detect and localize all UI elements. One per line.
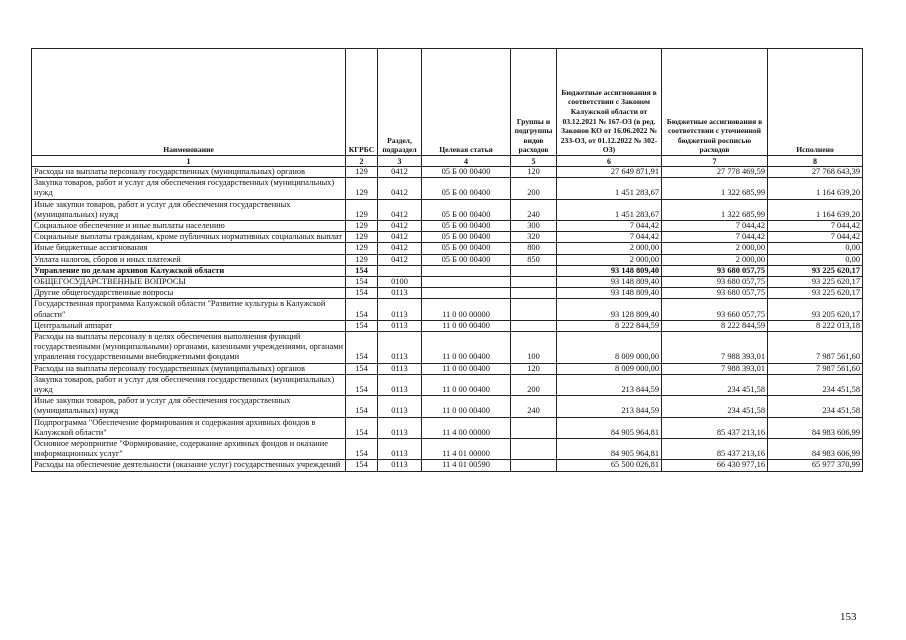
table-row: [32, 243, 863, 254]
row-target: 11 4 00 00000: [422, 417, 511, 438]
row-target: 05 Б 00 00400: [422, 243, 511, 254]
row-name: Подпрограмма "Обеспечение формирования и содержания архивных фондов в Калужской области": [32, 417, 346, 438]
row-section: 0113: [378, 460, 422, 471]
row-target: [422, 277, 511, 288]
row-group: [511, 417, 557, 438]
column-number: 2: [346, 156, 378, 167]
row-section: 0113: [378, 439, 422, 460]
row-section: [378, 265, 422, 276]
row-section: 0412: [378, 178, 422, 199]
row-list-amount: 93 680 057,75: [662, 288, 768, 299]
row-executed-amount: 7 987 561,60: [768, 363, 863, 374]
row-group: 320: [511, 232, 557, 243]
row-section: 0113: [378, 374, 422, 395]
table-row: [32, 232, 863, 243]
table-row: [32, 167, 863, 178]
row-executed-amount: 93 225 620,17: [768, 277, 863, 288]
row-executed-amount: 93 225 620,17: [768, 265, 863, 276]
row-group: [511, 460, 557, 471]
row-name: Закупка товаров, работ и услуг для обеспечения государственных (муниципальных) нужд: [32, 178, 346, 199]
budget-table: [31, 48, 863, 472]
table-header-row: [32, 49, 863, 156]
table-row: [32, 320, 863, 331]
row-law-amount: 7 044,42: [557, 221, 662, 232]
row-group: [511, 320, 557, 331]
column-number: 7: [662, 156, 768, 167]
row-group: 200: [511, 374, 557, 395]
row-target: [422, 265, 511, 276]
row-list-amount: 7 044,42: [662, 232, 768, 243]
row-target: 11 0 00 00400: [422, 363, 511, 374]
row-name: Расходы на выплаты персоналу в целях обеспечения выполнения функций государственными (муниципальными) органами, казенными учреждениями, органами управления государственными внебюджетными фондами: [32, 332, 346, 364]
row-target: 05 Б 00 00400: [422, 254, 511, 265]
row-name: Управление по делам архивов Калужской области: [32, 265, 346, 276]
row-section: 0412: [378, 232, 422, 243]
row-target: [422, 288, 511, 299]
table-row: [32, 396, 863, 417]
row-list-amount: 7 044,42: [662, 221, 768, 232]
row-target: 11 0 00 00400: [422, 332, 511, 364]
row-name: ОБЩЕГОСУДАРСТВЕННЫЕ ВОПРОСЫ: [32, 277, 346, 288]
column-number-row: [32, 156, 863, 167]
row-law-amount: 8 009 000,00: [557, 332, 662, 364]
table-row: [32, 277, 863, 288]
row-list-amount: 1 322 685,99: [662, 178, 768, 199]
header-target: Целевая статья: [422, 49, 511, 156]
row-law-amount: 7 044,42: [557, 232, 662, 243]
row-law-amount: 93 148 809,40: [557, 277, 662, 288]
row-list-amount: 27 778 469,59: [662, 167, 768, 178]
row-ktrbs: 154: [346, 277, 378, 288]
table-row: [32, 439, 863, 460]
row-name: Государственная программа Калужской области "Развитие культуры в Калужской области": [32, 299, 346, 320]
row-name: Закупка товаров, работ и услуг для обеспечения государственных (муниципальных) нужд: [32, 374, 346, 395]
row-ktrbs: 129: [346, 232, 378, 243]
row-ktrbs: 154: [346, 320, 378, 331]
row-law-amount: 93 148 809,40: [557, 288, 662, 299]
row-name: Расходы на выплаты персоналу государственных (муниципальных) органов: [32, 363, 346, 374]
table-row: [32, 178, 863, 199]
row-name: Социальные выплаты гражданам, кроме публичных нормативных социальных выплат: [32, 232, 346, 243]
table-row: [32, 265, 863, 276]
row-list-amount: 234 451,58: [662, 374, 768, 395]
row-list-amount: 2 000,00: [662, 254, 768, 265]
row-law-amount: 93 128 809,40: [557, 299, 662, 320]
table-row: [32, 199, 863, 220]
row-target: 11 0 00 00400: [422, 396, 511, 417]
table-row: [32, 363, 863, 374]
header-section: Раздел, подраздел: [378, 49, 422, 156]
row-target: 11 4 01 00000: [422, 439, 511, 460]
table-row: [32, 332, 863, 364]
row-section: 0412: [378, 254, 422, 265]
row-group: [511, 439, 557, 460]
row-law-amount: 2 000,00: [557, 243, 662, 254]
row-list-amount: 85 437 213,16: [662, 417, 768, 438]
row-target: 05 Б 00 00400: [422, 199, 511, 220]
row-name: Основное мероприятие "Формирование, содержание архивных фондов и оказание информационных услуг": [32, 439, 346, 460]
row-executed-amount: 7 044,42: [768, 221, 863, 232]
table-row: [32, 374, 863, 395]
row-law-amount: 8 009 000,00: [557, 363, 662, 374]
row-law-amount: 84 905 964,81: [557, 417, 662, 438]
row-list-amount: 93 680 057,75: [662, 277, 768, 288]
row-list-amount: 7 988 393,01: [662, 363, 768, 374]
row-group: 800: [511, 243, 557, 254]
row-ktrbs: 129: [346, 254, 378, 265]
row-target: 05 Б 00 00400: [422, 167, 511, 178]
row-group: 240: [511, 396, 557, 417]
header-law-assignments: Бюджетные ассигнования в соответствии с Законом Калужской области от 03.12.2021 № 167-ОЗ (в ред. Законов КО от 16.06.2022 № 233-ОЗ, от 01.12.2022 № 302-ОЗ): [557, 49, 662, 156]
row-name: Социальное обеспечение и иные выплаты населению: [32, 221, 346, 232]
page-number: 153: [840, 611, 857, 623]
row-group: [511, 277, 557, 288]
row-section: 0113: [378, 396, 422, 417]
column-number: 4: [422, 156, 511, 167]
row-executed-amount: 1 164 639,20: [768, 178, 863, 199]
row-law-amount: 84 905 964,81: [557, 439, 662, 460]
row-target: 11 4 01 00590: [422, 460, 511, 471]
row-executed-amount: 84 983 606,99: [768, 417, 863, 438]
row-law-amount: 2 000,00: [557, 254, 662, 265]
row-executed-amount: 8 222 013,18: [768, 320, 863, 331]
row-law-amount: 1 451 283,67: [557, 199, 662, 220]
header-ktrbs: КГРБС: [346, 49, 378, 156]
row-executed-amount: 27 768 643,39: [768, 167, 863, 178]
column-number: 6: [557, 156, 662, 167]
row-name: Центральный аппарат: [32, 320, 346, 331]
row-ktrbs: 154: [346, 265, 378, 276]
row-section: 0113: [378, 288, 422, 299]
row-ktrbs: 154: [346, 396, 378, 417]
row-executed-amount: 1 164 639,20: [768, 199, 863, 220]
row-group: [511, 265, 557, 276]
row-executed-amount: 234 451,58: [768, 374, 863, 395]
row-list-amount: 66 430 977,16: [662, 460, 768, 471]
row-section: 0412: [378, 199, 422, 220]
column-number: 8: [768, 156, 863, 167]
row-ktrbs: 154: [346, 417, 378, 438]
row-ktrbs: 129: [346, 167, 378, 178]
row-group: 300: [511, 221, 557, 232]
row-name: Другие общегосударственные вопросы: [32, 288, 346, 299]
row-executed-amount: 0,00: [768, 254, 863, 265]
row-law-amount: 1 451 283,67: [557, 178, 662, 199]
row-list-amount: 85 437 213,16: [662, 439, 768, 460]
row-section: 0412: [378, 243, 422, 254]
row-section: 0113: [378, 417, 422, 438]
row-section: 0113: [378, 332, 422, 364]
row-section: 0113: [378, 299, 422, 320]
row-name: Иные закупки товаров, работ и услуг для обеспечения государственных (муниципальных) нужд: [32, 396, 346, 417]
table-body: [32, 167, 863, 472]
table-row: [32, 460, 863, 471]
row-list-amount: 234 451,58: [662, 396, 768, 417]
row-ktrbs: 154: [346, 299, 378, 320]
row-target: 05 Б 00 00400: [422, 221, 511, 232]
row-section: 0412: [378, 221, 422, 232]
row-ktrbs: 129: [346, 199, 378, 220]
row-name: Расходы на обеспечение деятельности (оказание услуг) государственных учреждений: [32, 460, 346, 471]
column-number: 3: [378, 156, 422, 167]
row-executed-amount: 93 225 620,17: [768, 288, 863, 299]
row-group: [511, 288, 557, 299]
table-row: [32, 254, 863, 265]
row-target: 11 0 00 00400: [422, 320, 511, 331]
row-ktrbs: 154: [346, 332, 378, 364]
row-executed-amount: 93 205 620,17: [768, 299, 863, 320]
row-group: 240: [511, 199, 557, 220]
row-executed-amount: 0,00: [768, 243, 863, 254]
row-group: [511, 299, 557, 320]
row-list-amount: 1 322 685,99: [662, 199, 768, 220]
row-law-amount: 65 500 026,81: [557, 460, 662, 471]
header-executed: Исполнено: [768, 49, 863, 156]
row-group: 850: [511, 254, 557, 265]
row-section: 0412: [378, 167, 422, 178]
row-ktrbs: 154: [346, 460, 378, 471]
row-ktrbs: 154: [346, 363, 378, 374]
row-law-amount: 213 844,59: [557, 374, 662, 395]
row-name: Расходы на выплаты персоналу государственных (муниципальных) органов: [32, 167, 346, 178]
row-list-amount: 8 222 844,59: [662, 320, 768, 331]
table-row: [32, 299, 863, 320]
row-list-amount: 93 680 057,75: [662, 265, 768, 276]
row-law-amount: 93 148 809,40: [557, 265, 662, 276]
table-row: [32, 221, 863, 232]
row-executed-amount: 65 977 370,99: [768, 460, 863, 471]
row-list-amount: 7 988 393,01: [662, 332, 768, 364]
header-name: Наименование: [32, 49, 346, 156]
row-list-amount: 93 660 057,75: [662, 299, 768, 320]
column-number: 1: [32, 156, 346, 167]
header-groups: Группы и подгруппы видов расходов: [511, 49, 557, 156]
column-number: 5: [511, 156, 557, 167]
row-ktrbs: 154: [346, 288, 378, 299]
row-target: 11 0 00 00400: [422, 374, 511, 395]
row-law-amount: 8 222 844,59: [557, 320, 662, 331]
row-section: 0113: [378, 320, 422, 331]
row-law-amount: 27 649 871,91: [557, 167, 662, 178]
row-ktrbs: 154: [346, 439, 378, 460]
row-executed-amount: 84 983 606,99: [768, 439, 863, 460]
table-row: [32, 288, 863, 299]
table-row: [32, 417, 863, 438]
row-group: 200: [511, 178, 557, 199]
row-executed-amount: 7 987 561,60: [768, 332, 863, 364]
row-group: 100: [511, 332, 557, 364]
row-target: 11 0 00 00000: [422, 299, 511, 320]
row-section: 0113: [378, 363, 422, 374]
header-list-assignments: Бюджетные ассигнования в соответствии с уточненной бюджетной росписью расходов: [662, 49, 768, 156]
row-name: Иные бюджетные ассигнования: [32, 243, 346, 254]
row-ktrbs: 129: [346, 178, 378, 199]
row-group: 120: [511, 167, 557, 178]
row-name: Уплата налогов, сборов и иных платежей: [32, 254, 346, 265]
row-target: 05 Б 00 00400: [422, 232, 511, 243]
row-list-amount: 2 000,00: [662, 243, 768, 254]
row-executed-amount: 7 044,42: [768, 232, 863, 243]
row-law-amount: 213 844,59: [557, 396, 662, 417]
row-executed-amount: 234 451,58: [768, 396, 863, 417]
row-ktrbs: 129: [346, 221, 378, 232]
row-ktrbs: 154: [346, 374, 378, 395]
row-target: 05 Б 00 00400: [422, 178, 511, 199]
row-group: 120: [511, 363, 557, 374]
row-section: 0100: [378, 277, 422, 288]
row-name: Иные закупки товаров, работ и услуг для обеспечения государственных (муниципальных) нужд: [32, 199, 346, 220]
row-ktrbs: 129: [346, 243, 378, 254]
